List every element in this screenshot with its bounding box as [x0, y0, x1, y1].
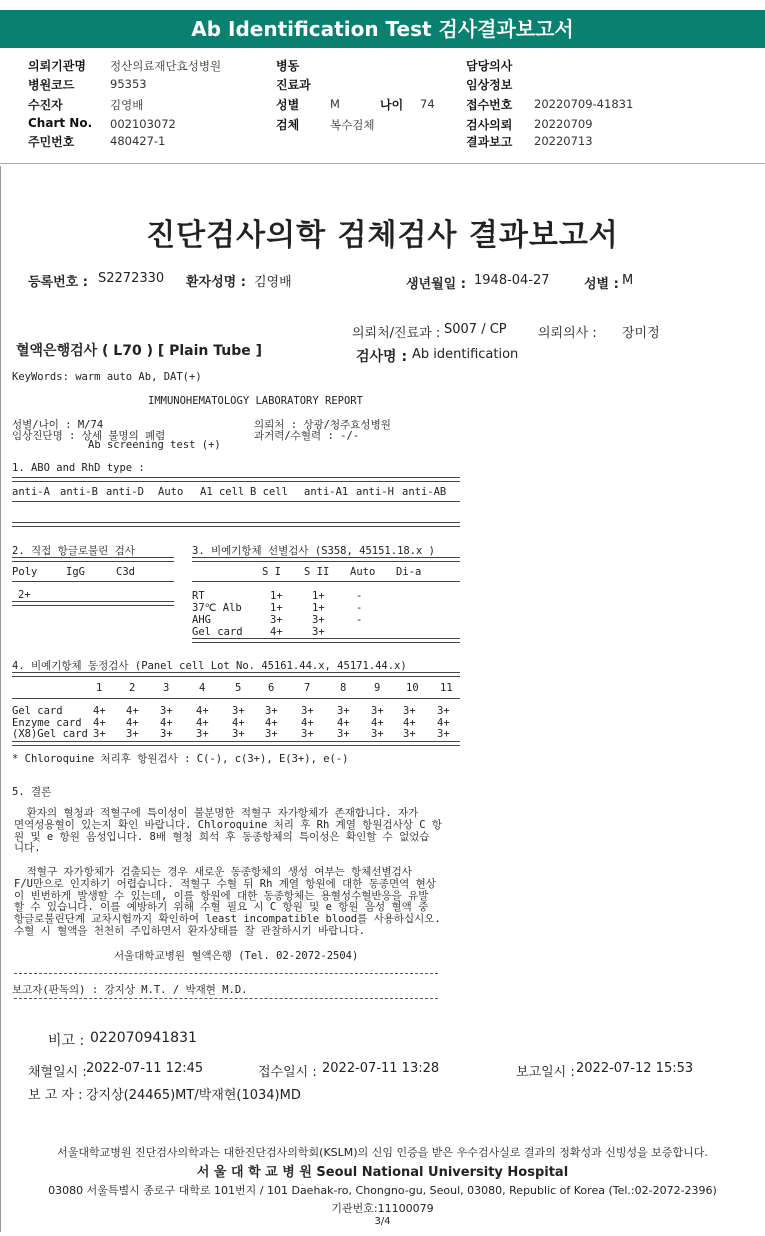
panel-value: 4+ — [337, 716, 350, 729]
header-value: 480427-1 — [110, 134, 166, 148]
chloroquine-note: * Chloroquine 처리후 항원검사 : C(-), c(3+), E(3+), e(-) — [12, 753, 349, 765]
panel-value: 3+ — [160, 705, 173, 717]
section5-title: 5. 결론 — [12, 786, 52, 798]
screen-value: 1+ — [270, 602, 283, 614]
dob-value: 1948-04-27 — [474, 273, 550, 288]
doctor-label: 의뢰의사 : — [538, 326, 597, 341]
hospital-address: 03080 서울특별시 종로구 대학로 101번지 / 101 Daehak-ro, Chongno-gu, Seoul, 03080, Republic of Korea (Tel.:02-2072-2396) — [48, 1184, 717, 1197]
panel-value: 4+ — [160, 716, 173, 729]
header-label: 병동 — [276, 59, 300, 73]
panel-value: 3+ — [371, 705, 384, 717]
sex-label: 성별 : — [584, 277, 619, 292]
panel-value: 3+ — [301, 728, 314, 740]
screen-column-header: Di-a — [396, 566, 422, 578]
screen-value: 1+ — [312, 602, 325, 614]
panel-value: 4+ — [93, 705, 106, 717]
panel-value: 3+ — [93, 728, 106, 740]
panel-value: 3+ — [126, 728, 139, 740]
section1-mid-rule — [12, 501, 460, 502]
panel-row-label: Enzyme card — [12, 716, 82, 729]
dat-value: 2+ — [18, 589, 31, 601]
reporter-summary-value: 강지상(24465)MT/박재현(1034)MD — [86, 1088, 301, 1103]
header-label: 주민번호 — [28, 135, 75, 149]
remark-value: 022070941831 — [90, 1030, 197, 1046]
screen-column-header: S II — [304, 566, 330, 578]
header-value: 20220709-41831 — [534, 97, 634, 111]
receive-time-value: 2022-07-11 13:28 — [322, 1061, 440, 1076]
report-time-value: 2022-07-12 15:53 — [576, 1061, 694, 1076]
panel-value: 3+ — [265, 728, 278, 740]
header-value: 정산의료재단효성병원 — [110, 59, 222, 73]
panel-column-header: 8 — [340, 682, 347, 694]
screen-row-label: 37℃ Alb — [192, 602, 242, 614]
reporter-bottom-rule — [14, 998, 438, 999]
dat-column-header: C3d — [116, 566, 135, 578]
panel-value: 3+ — [437, 728, 450, 740]
screen-value: - — [356, 590, 363, 602]
sex-value: M — [622, 273, 634, 288]
panel-column-header: 7 — [304, 682, 311, 694]
section4-title: 4. 비예기항체 동정검사 (Panel cell Lot No. 45161.44.x, 45171.44.x) — [12, 660, 407, 672]
section3-title: 3. 비예기항체 선별검사 (S358, 45151.18.x ) — [192, 545, 436, 557]
panel-column-header: 4 — [199, 682, 206, 694]
section4-bottom-rule — [12, 741, 460, 746]
remark-label: 비고 : — [48, 1033, 85, 1049]
test-group: 혈액은행검사 ( L70 ) [ Plain Tube ] — [16, 343, 263, 359]
panel-value: 3+ — [196, 728, 209, 740]
header-value: 김영배 — [110, 98, 144, 112]
age-value: 74 — [420, 97, 435, 111]
panel-value: 4+ — [126, 705, 139, 717]
header-label: 담당의사 — [466, 59, 513, 73]
header-value: 002103072 — [110, 117, 176, 131]
hospital-name: 서 울 대 학 교 병 원 Seoul National University Hospital — [196, 1165, 569, 1180]
screen-value: 3+ — [312, 626, 325, 638]
referral-line: 의뢰처 : 상광/청주효성병원 — [254, 419, 391, 431]
collect-time-value: 2022-07-11 12:45 — [86, 1061, 204, 1076]
screen-column-header: Auto — [350, 566, 376, 578]
section4-top-rule — [12, 672, 460, 677]
panel-value: 4+ — [196, 705, 209, 717]
screen-row-label: AHG — [192, 614, 211, 626]
blood-bank-contact: 서울대학교병원 혈액은행 (Tel. 02-2072-2504) — [114, 950, 359, 962]
panel-column-header: 11 — [440, 682, 453, 694]
abo-column-header: anti-D — [106, 486, 144, 498]
panel-value: 3+ — [232, 705, 245, 717]
panel-value: 3+ — [160, 728, 173, 740]
panel-value: 4+ — [265, 716, 278, 729]
panel-value: 3+ — [337, 728, 350, 740]
header-label: 수진자 — [28, 98, 63, 112]
header-value: M — [330, 97, 340, 111]
organization-number: 기관번호:11100079 — [331, 1202, 434, 1215]
patient-name-value: 김영배 — [254, 275, 292, 290]
header-label: 의뢰기관명 — [28, 59, 86, 73]
doctor-value: 장미정 — [622, 326, 660, 341]
dept-value: S007 / CP — [444, 322, 507, 337]
sex-age-line: 성별/나이 : M/74 — [12, 419, 104, 431]
dat-column-header: IgG — [66, 566, 85, 578]
screen-value: 1+ — [270, 590, 283, 602]
document-title: 진단검사의학 검체검사 결과보고서 — [146, 218, 619, 253]
header-value: 복수검체 — [330, 118, 375, 132]
section1-bottom-rule — [12, 522, 460, 527]
abo-column-header: anti-B — [60, 486, 98, 498]
panel-value: 4+ — [437, 716, 450, 729]
dat-column-header: Poly — [12, 566, 38, 578]
patient-name-label: 환자성명 : — [186, 275, 246, 290]
conclusion-paragraph-1: 환자의 혈청과 적혈구에 특이성이 불분명한 적혈구 자가항체가 존재합니다. 자가 면역성용혈이 있는지 확인 바랍니다. Chloroquine 처리 후 Rh 계열 항원검사상 C 항 원 및 e 항원 음성입니다. 8배 혈청 희석 후 동종항체의 특이성은 확인할 수 없었습 니다. — [14, 807, 443, 855]
panel-column-header: 2 — [129, 682, 136, 694]
panel-value: 3+ — [371, 728, 384, 740]
screen-row-label: RT — [192, 590, 205, 602]
section1-top-rule — [12, 477, 460, 482]
panel-row-label: (X8)Gel card — [12, 728, 88, 740]
header-label: 접수번호 — [466, 98, 513, 112]
panel-value: 4+ — [232, 716, 245, 729]
panel-column-header: 6 — [268, 682, 275, 694]
reg-no-value: S2272330 — [98, 271, 165, 286]
keywords: KeyWords: warm auto Ab, DAT(+) — [12, 371, 202, 383]
screen-row-label: Gel card — [192, 626, 243, 638]
page-number: 3/4 — [374, 1216, 391, 1227]
report-banner: Ab Identification Test 검사결과보고서 — [0, 10, 765, 48]
panel-value: 3+ — [437, 705, 450, 717]
header-label: 성별 — [276, 98, 300, 112]
age-label: 나이 — [380, 98, 404, 112]
lab-report-title: IMMUNOHEMATOLOGY LABORATORY REPORT — [148, 395, 363, 407]
panel-column-header: 5 — [235, 682, 242, 694]
screening-line: Ab screening test (+) — [88, 439, 221, 451]
abo-column-header: A1 cell — [200, 486, 245, 498]
panel-row-label: Gel card — [12, 705, 63, 717]
header-divider — [0, 163, 765, 164]
section2-top-rule — [12, 557, 174, 562]
panel-value: 4+ — [403, 716, 416, 729]
dob-label: 생년월일 : — [406, 277, 466, 292]
panel-value: 3+ — [301, 705, 314, 717]
screen-value: 3+ — [270, 614, 283, 626]
conclusion-paragraph-2: 적혈구 자가항체가 검출되는 경우 새로운 동종항체의 생성 여부는 항체선별검사 F/U만으로 인지하기 어렵습니다. 적혈구 수혈 뒤 Rh 계열 항원에 대한 동종면역 현상 이 빈번하게 발생할 수 있는데, 이를 항원에 대한 동종항체는 용혈성수혈반응을 유발 할 수 있습니다. 이를 예방하기 위해 수혈 필요 시 C 항원 및 e 항원 음성 혈액 중 항글로불린단계 교차시험까지 확인하여 least incompatible blood를 사용하십시오. 수혈 시 혈액을 천천히 주입하면서 환자상태를 잘 관찰하시기 바랍니다. — [14, 866, 441, 937]
header-label: 결과보고 — [466, 135, 513, 149]
abo-column-header: anti-H — [356, 486, 394, 498]
panel-value: 3+ — [265, 705, 278, 717]
panel-column-header: 3 — [163, 682, 170, 694]
report-time-label: 보고일시 : — [516, 1065, 575, 1080]
screen-value: - — [356, 614, 363, 626]
header-value: 95353 — [110, 77, 147, 91]
header-label: 검사의뢰 — [466, 118, 513, 132]
abo-column-header: anti-AB — [402, 486, 447, 498]
panel-value: 3+ — [337, 705, 350, 717]
panel-column-header: 9 — [374, 682, 381, 694]
panel-value: 4+ — [196, 716, 209, 729]
header-label: 임상정보 — [466, 78, 513, 92]
screen-value: 1+ — [312, 590, 325, 602]
receive-time-label: 접수일시 : — [258, 1065, 317, 1080]
reporter-top-rule — [14, 973, 438, 974]
section2-bottom-rule — [12, 601, 174, 606]
panel-value: 4+ — [93, 716, 106, 729]
section3-bottom-rule — [192, 638, 460, 643]
header-value: 20220713 — [534, 134, 593, 148]
header-label: Chart No. — [28, 116, 93, 130]
panel-value: 3+ — [403, 705, 416, 717]
panel-value: 4+ — [301, 716, 314, 729]
screen-value: 3+ — [312, 614, 325, 626]
header-label: 검체 — [276, 118, 300, 132]
abo-column-header: anti-A — [12, 486, 50, 498]
panel-value: 4+ — [371, 716, 384, 729]
panel-value: 4+ — [126, 716, 139, 729]
abo-column-header: Auto — [158, 486, 184, 498]
panel-value: 3+ — [232, 728, 245, 740]
history-line: 과거력/수혈력 : -/- — [254, 430, 360, 442]
section3-mid-rule — [192, 581, 460, 582]
reporter-line: 보고자(판독의) : 강지상 M.T. / 박재현 M.D. — [12, 984, 248, 996]
collect-time-label: 채혈일시 : — [28, 1065, 87, 1080]
abo-column-header: anti-A1 — [304, 486, 349, 498]
panel-column-header: 1 — [96, 682, 103, 694]
header-label: 진료과 — [276, 78, 311, 92]
panel-value: 3+ — [403, 728, 416, 740]
test-name-value: Ab identification — [412, 347, 519, 362]
reg-no-label: 등록번호 : — [28, 275, 88, 290]
section2-title: 2. 직접 항글로불린 검사 — [12, 545, 135, 557]
section3-top-rule — [192, 557, 460, 562]
test-name-label: 검사명 : — [356, 349, 408, 365]
section1-title: 1. ABO and RhD type : — [12, 462, 145, 474]
certification-note: 서울대학교병원 진단검사의학과는 대한진단검사의학회(KSLM)의 신임 인증을 받은 우수검사실로 결과의 정확성과 신빙성을 보증합니다. — [57, 1146, 708, 1159]
header-value: 20220709 — [534, 117, 593, 131]
section2-mid-rule — [12, 581, 174, 582]
header-label: 병원코드 — [28, 78, 75, 92]
abo-column-header: B cell — [250, 486, 288, 498]
panel-column-header: 10 — [406, 682, 419, 694]
screen-column-header: S I — [262, 566, 281, 578]
dept-label: 의뢰처/진료과 : — [352, 326, 441, 341]
reporter-summary-label: 보 고 자 : — [28, 1088, 83, 1103]
screen-value: 4+ — [270, 626, 283, 638]
diagnosis-line: 임상진단명 : 상세 불명의 폐렴 — [12, 430, 166, 442]
section4-mid-rule — [12, 698, 460, 699]
screen-value: - — [356, 602, 363, 614]
